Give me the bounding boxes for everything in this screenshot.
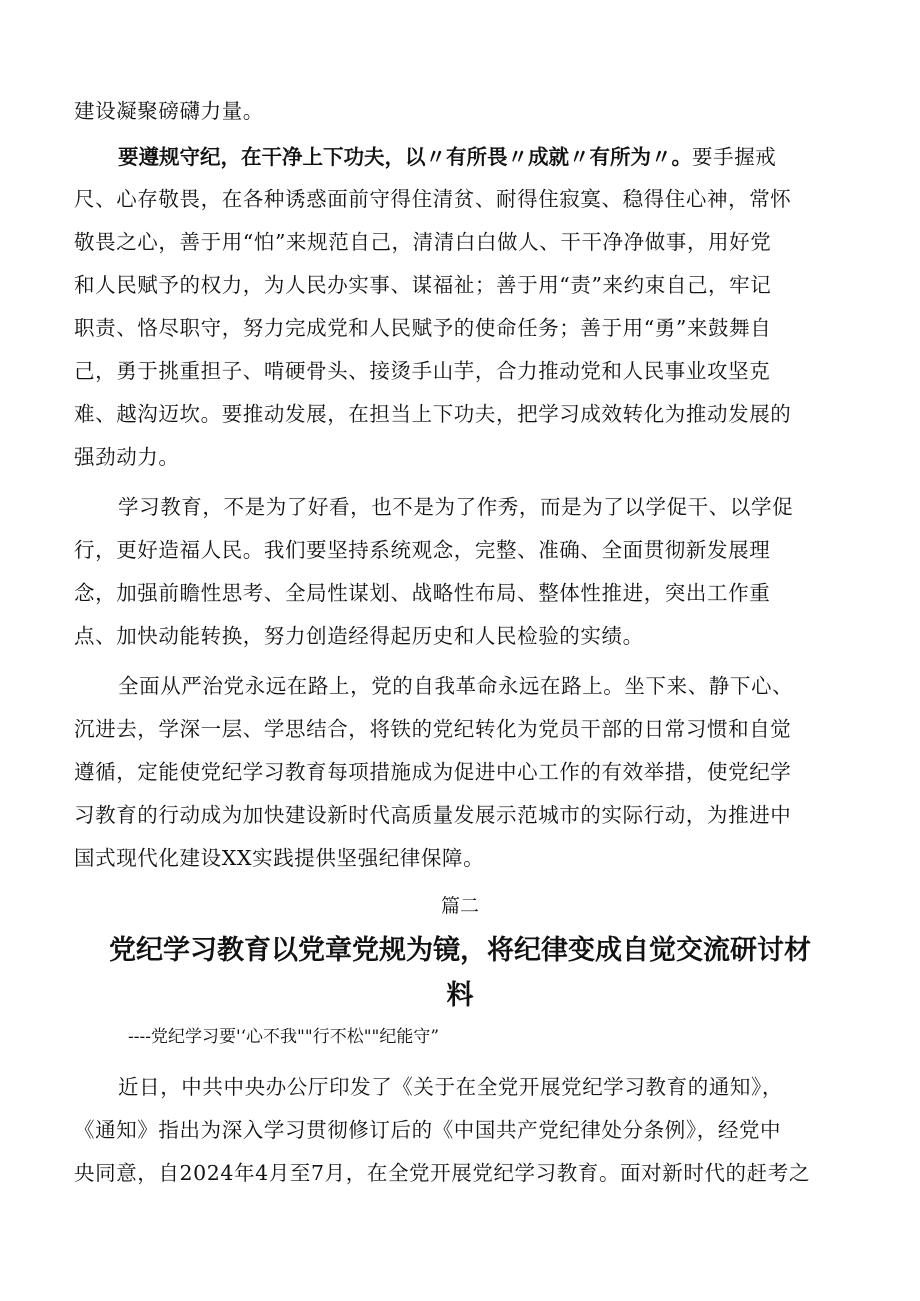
paragraph-line: 念，加强前瞻性思考、全局性谋划、战略性布局、整体性推进，突出工作重 (74, 581, 771, 605)
paragraph-line: 点、加快动能转换，努力创造经得起历史和人民检验的实绩。 (74, 624, 644, 648)
paragraph-line: 《通知》指出为深入学习贯彻修订后的《中国共产党纪律处分条例》，经党中 (74, 1118, 782, 1142)
paragraph-line: 职责、恪尽职守，努力完成党和人民赋予的使命任务；善于用“勇”来鼓舞自 (74, 316, 772, 340)
paragraph-line: 遵循，定能使党纪学习教育每项措施成为促进中心工作的有效举措，使党纪学 (74, 760, 792, 784)
document-subtitle: ----党纪学习要'‘心不我""行不松""纪能守” (128, 1027, 440, 1047)
bold-lead-text: 要遵规守纪，在干净上下功夫，以〃有所畏〃成就〃有所为〃。 (118, 145, 692, 169)
paragraph-line: 近日，中共中央办公厅印发了《关于在全党开展党纪学习教育的通知》， (118, 1075, 783, 1099)
paragraph-line: 强劲动力。 (74, 445, 180, 469)
document-title-line-2: 料 (446, 980, 474, 1011)
paragraph-line: 习教育的行动成为加快建设新时代高质量发展示范城市的实际行动，为推进中 (74, 803, 792, 827)
paragraph-line: 建设凝聚磅礴力量。 (74, 99, 264, 123)
section-label: 篇二 (440, 895, 479, 917)
paragraph-line: 和人民赋予的权力，为人民办实事、谋福祉；善于用“责”来约束自己，牢记 (74, 273, 772, 297)
paragraph-line: 尺、心存敬畏，在各种诱惑面前守得住清贫、耐得住寂寞、稳得住心神，常怀 (74, 187, 792, 211)
paragraph-line: 己，勇于挑重担子、啃硬骨头、接烫手山芋，合力推动党和人民事业攻坚克 (74, 359, 771, 383)
paragraph-line: 央同意，自2024年4月至7月，在全党开展党纪学习教育。面对新时代的赶考之 (74, 1161, 810, 1185)
paragraph-line: 学习教育，不是为了好看，也不是为了作秀，而是为了以学促干、以学促 (118, 495, 794, 519)
bold-lead-rest: 要手握戒 (692, 145, 777, 169)
paragraph-line-bold-lead (118, 142, 776, 172)
paragraph-line: 难、越沟迈坎。要推动发展，在担当上下功夫，把学习成效转化为推动发展的 (74, 402, 792, 426)
paragraph-line: 敬畏之心，善于用“怕”来规范自己，清清白白做人、干干净净做事，用好党 (74, 230, 772, 254)
document-title-line-1: 党纪学习教育以党章党规为镜，将纪律变成自觉交流研讨材 (109, 935, 811, 966)
paragraph-line: 行，更好造福人民。我们要坚持系统观念，完整、准确、全面贯彻新发展理 (74, 538, 771, 562)
paragraph-line: 国式现代化建设XX实践提供坚强纪律保障。 (74, 846, 485, 870)
paragraph-line: 沉进去，学深一层、学思结合，将铁的党纪转化为党员干部的日常习惯和自觉 (74, 717, 792, 741)
paragraph-line: 全面从严治党永远在路上，党的自我革命永远在路上。坐下来、静下心、 (118, 674, 794, 698)
